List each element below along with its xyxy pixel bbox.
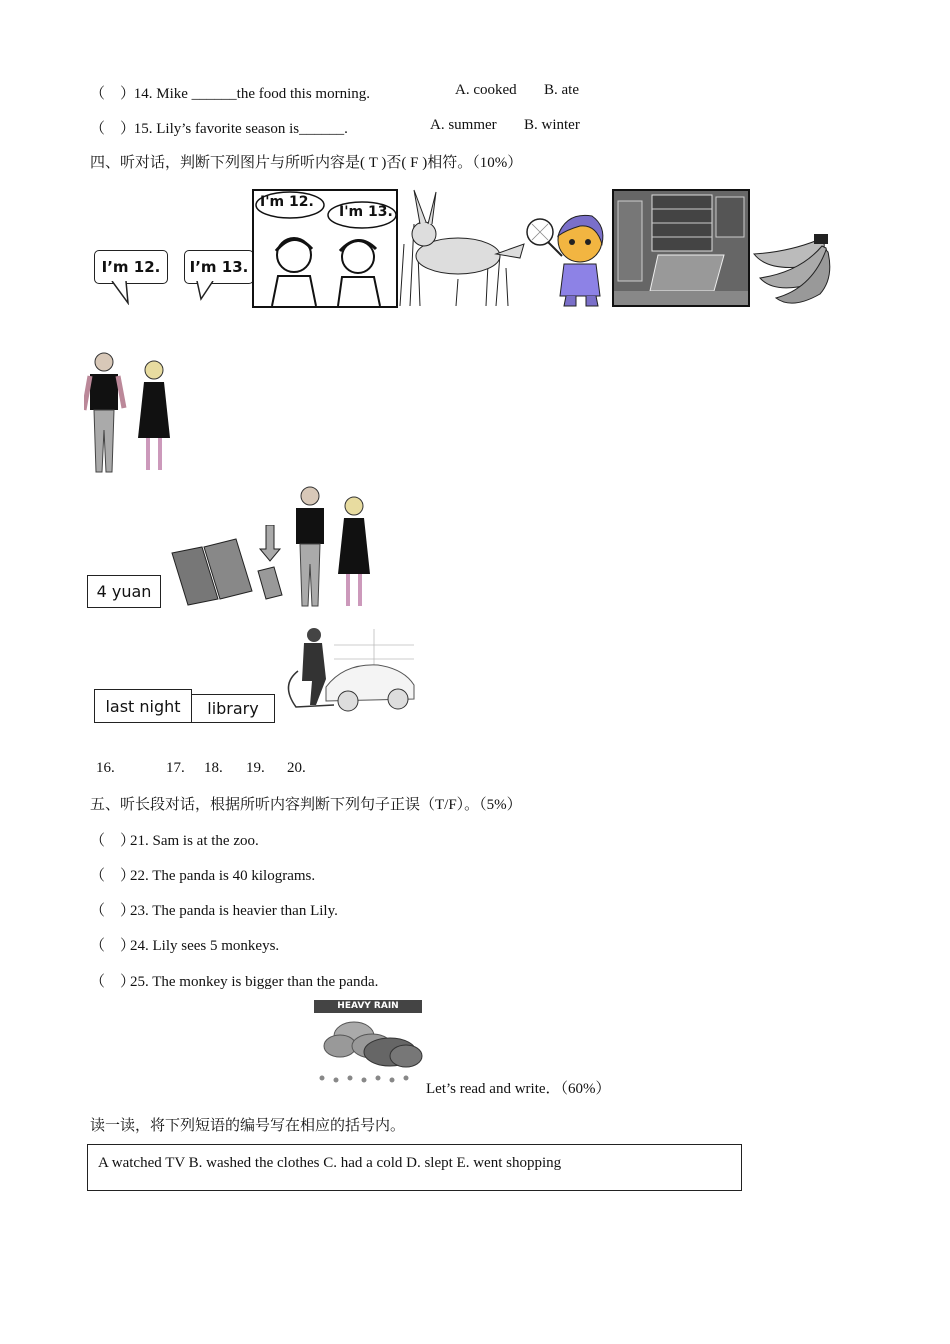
couple-image <box>84 350 180 476</box>
question-24 <box>90 934 279 955</box>
answer-paren: （ ） <box>90 868 136 884</box>
rabbit-running-image <box>396 184 526 306</box>
option-b: B. winter <box>524 117 580 133</box>
question-text: 23. The panda is heavier than Lily. <box>130 903 338 919</box>
read-instruction: 读一读，将下列短语的编号写在相应的括号内。 <box>90 1118 406 1134</box>
section5-title: 五、听长段对话，根据所听内容判断下列句子正误（T/F）。（5%） <box>90 797 522 813</box>
library-room-image <box>612 189 750 307</box>
answer-paren: （ ） <box>90 974 136 990</box>
bubble-tail-icon <box>195 281 219 305</box>
part-title: Let’s read and write．（60%） <box>426 1081 611 1097</box>
question-25 <box>90 970 378 991</box>
girl-badminton-image <box>526 206 612 308</box>
number-18: 18. <box>204 760 223 776</box>
comic-two-boys-image <box>252 189 398 308</box>
number-20: 20. <box>287 760 306 776</box>
speech-bubble-12: I’m 12. <box>94 250 168 284</box>
option-b: B. ate <box>544 82 579 98</box>
question-text: 14. Mike ______the food this morning. <box>133 86 370 102</box>
number-17: 17. <box>166 760 185 776</box>
bananas-image <box>748 232 834 306</box>
phrase-box: A watched TV B. washed the clothes C. had a cold D. slept E. went shopping <box>87 1144 742 1191</box>
rain-cloud-icon <box>312 1000 424 1090</box>
question-text: 22. The panda is 40 kilograms. <box>130 868 316 884</box>
answer-paren: （ ） <box>90 938 136 954</box>
option-a: A. summer <box>430 117 497 133</box>
tag-library: library <box>191 694 275 723</box>
comic-text-12: I'm 12. <box>260 194 314 210</box>
question-text: 24. Lily sees 5 monkeys. <box>130 938 280 954</box>
question-text: 25. The monkey is bigger than the panda. <box>130 974 379 990</box>
couple-image-2 <box>288 484 384 610</box>
books-image <box>162 525 290 607</box>
heavy-rain-sign: HEAVY RAIN <box>314 1000 422 1013</box>
question-21 <box>90 829 259 850</box>
answer-paren: （ ） <box>90 121 136 137</box>
answer-paren: （ ） <box>90 903 136 919</box>
bubble-tail-icon <box>110 281 134 305</box>
question-text: 21. Sam is at the zoo. <box>130 833 259 849</box>
number-19: 19. <box>246 760 265 776</box>
answer-paren: （ ） <box>90 833 136 849</box>
price-tag-4-yuan: 4 yuan <box>87 575 161 608</box>
comic-text-13: I'm 13. <box>339 204 393 220</box>
speech-bubble-13: I’m 13. <box>184 250 254 284</box>
section4-title: 四、听对话，判断下列图片与所听内容是( T )否( F )相符。（10%） <box>90 155 523 171</box>
question-14 <box>90 82 370 103</box>
library-drawing-icon <box>614 191 748 305</box>
tag-last-night: last night <box>94 689 192 723</box>
option-a: A. cooked <box>455 82 517 98</box>
car-wash-image <box>274 625 420 717</box>
question-22 <box>90 864 315 885</box>
question-text: 15. Lily’s favorite season is______. <box>133 121 348 137</box>
question-23 <box>90 899 338 920</box>
answer-paren: （ ） <box>90 86 136 102</box>
heavy-rain-image <box>312 1000 424 1090</box>
question-15 <box>90 117 348 138</box>
number-16: 16. <box>96 760 115 776</box>
